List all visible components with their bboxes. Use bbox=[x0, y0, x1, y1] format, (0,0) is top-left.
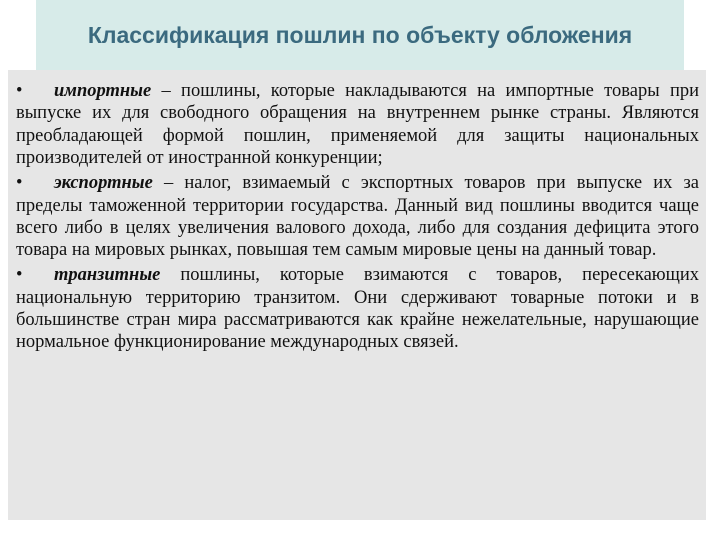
item-text-transit: пошлины, которые взимаются с товаров, пересекающих национальную территорию транзитом. Они сдерживают товарные потоки и в большинстве стран мира рассматриваются как крайне нежелательные, нарушающие нормальное функционирование международных связей. bbox=[16, 265, 699, 353]
list-item-import bbox=[16, 80, 699, 170]
bullet-icon: • bbox=[16, 265, 23, 286]
bullet-list bbox=[16, 80, 699, 356]
bullet-icon: • bbox=[16, 173, 23, 194]
slide-title: Классификация пошлин по объекту обложения bbox=[87, 21, 633, 48]
term-transit: транзитные bbox=[54, 265, 161, 286]
list-item-export bbox=[16, 172, 699, 262]
bullet-icon: • bbox=[16, 81, 23, 101]
title-banner bbox=[36, 0, 684, 70]
term-import: импортные bbox=[54, 81, 152, 101]
item-text-export: – налог, взимаемый с экспортных товаров при выпуске их за пределы таможенной территории государства. Данный вид пошлины вводится чаще всего либо в целях увеличения валового дохода, либо для создания дефицита этого товара на мировых рынках, повышая тем самым мировые цены на данный товар. bbox=[16, 173, 699, 261]
term-export: экспортные bbox=[54, 173, 153, 194]
list-item-transit bbox=[16, 264, 699, 354]
item-text-import: – пошлины, которые накладываются на импортные товары при выпуске их для свободного обращения на внутреннем рынке страны. Являются преобладающей формой пошлин, применяемой для защиты национальных производителей от иностранной конкуренции; bbox=[16, 81, 699, 169]
